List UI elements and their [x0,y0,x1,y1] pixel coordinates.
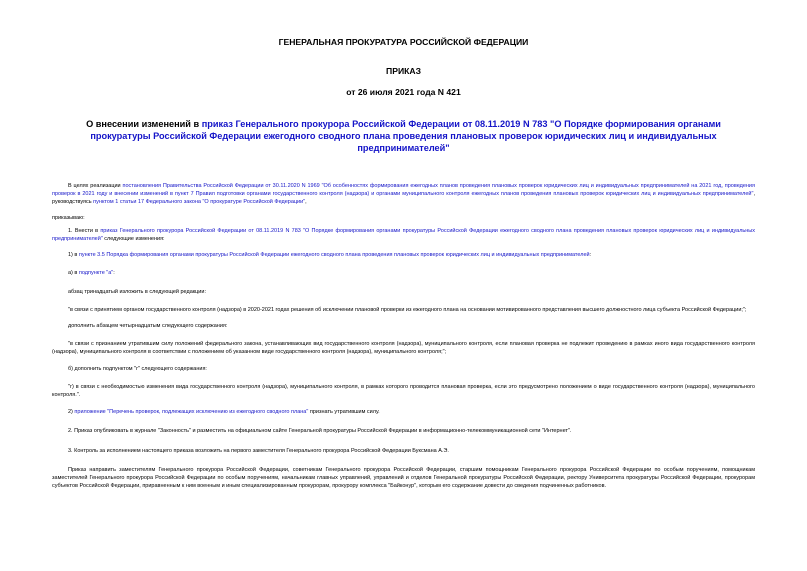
paragraph-quote-3: "г) в связи с необходимостью изменения вида государственного контроля (надзора), муниципального контроля, в рамках которого проводится плановая проверка, если это предусмотрено положением о виде государственного контроля (надзора), муниципального контроля.". [52,383,755,399]
item-1-text-2: следующие изменения: [102,236,165,243]
subitem-2-text: 2) [68,409,75,416]
paragraph-subitem-2 [52,408,755,416]
order-783-link[interactable]: приказ Генерального прокурора Российской Федерации от 08.11.2019 N 783 "О Порядке формирования органами прокуратуры Российской Федерации ежегодного сводного плана проведения плановых проверок юридических лиц и индивидуальных предпринимателей" [52,227,756,243]
document-type: ПРИКАЗ [386,66,421,76]
appendix-link[interactable]: приложение "Перечень проверок, подлежащих исключению из ежегодного сводного плана" [74,409,309,416]
preamble-text-2: , руководствуясь [52,191,755,206]
organization-header: ГЕНЕРАЛЬНАЯ ПРОКУРАТУРА РОССИЙСКОЙ ФЕДЕРАЦИИ [278,37,529,47]
document-date-number: от 26 июля 2021 года N 421 [346,87,461,97]
paragraph-subitem-a [52,269,755,277]
government-decree-link[interactable]: постановления Правительства Российской Федерации от 30.11.2020 N 1969 "Об особенностях формирования ежегодных планов проведения плановых проверок юридических лиц и индивидуальных предпринимателей на 2021 год, проведения проверок в 2021 году и внесении изменений в пункт 7 Правил подготовки органами государственного контроля (надзора) и органами муниципального контроля ежегодных планов проведения плановых проверок юридических лиц и индивидуальных предпринимателей" [52,183,755,198]
title-order-link[interactable]: приказ Генерального прокурора Российской Федерации от 08.11.2019 N 783 "О Порядке формирования органами прокуратуры Российской Федерации ежегодного сводного плана проведения плановых проверок юридических лиц и индивидуальных предпринимателей" [90,119,721,153]
preamble-text-3: , [305,199,307,206]
subpoint-a-link[interactable]: подпункте "а" [78,270,114,277]
subitem-1-text-2: : [589,252,592,259]
paragraph-quote-1: "в связи с принятием органом государственного контроля (надзора) в 2020-2021 годах решения об исключении плановой проверки из ежегодного плана на основании мотивированного представления высшего должностного лица субъекта Российской Федерации;"; [68,306,747,313]
paragraph-order-word: приказываю: [52,214,85,221]
paragraph-subitem-b: б) дополнить подпунктом "г" следующего содержания: [68,365,207,372]
preamble-text: В целях реализации [68,183,123,189]
item-1-text: 1. Внести в [68,227,101,234]
title-text: О внесении изменений в [86,119,202,129]
paragraph-quote-2: "в связи с признанием утратившим силу положений федерального закона, устанавливающих вид государственного контроля (надзора), муниципального контроля, если плановая проверка не подлежит проведению в рамках иного вида государственного контроля (надзора), муниципального контроля в соответствии с положением об указанном виде государственного контроля (надзора), муниципального контроля;"; [52,341,755,356]
paragraph-preamble [52,182,755,207]
paragraph-thirteenth: абзац тринадцатый изложить в следующей редакции: [68,288,206,295]
subitem-1-text: 1) в [68,252,79,259]
procedure-point-link[interactable]: пункте 3.5 Порядка формирования органами прокуратуры Российской Федерации ежегодного сводного плана проведения плановых проверок юридических лиц и индивидуальных предпринимателей [78,252,590,259]
paragraph-item-1 [52,227,755,243]
paragraph-fourteenth: дополнить абзацем четырнадцатым следующего содержания: [68,323,228,330]
paragraph-subitem-1 [52,251,755,259]
paragraph-item-2: 2. Приказ опубликовать в журнале "Законность" и разместить на официальном сайте Генеральной прокуратуры Российской Федерации в информационно-телекоммуникационной сети "Интернет". [68,428,572,435]
paragraph-item-3: 3. Контроль за исполнением настоящего приказа возложить на первого заместителя Генерального прокурора Российской Федерации Буксмана А.Э. [68,447,449,454]
document-title [62,118,745,154]
federal-law-link[interactable]: пунктом 1 статьи 17 Федерального закона "О прокуратуре Российской Федерации" [93,199,306,206]
subitem-2-text-2: признать утратившим силу. [308,409,380,416]
subitem-a-text-2: : [113,270,115,277]
subitem-a-text: а) в [68,270,79,277]
paragraph-distribution: Приказ направить заместителям Генерального прокурора Российской Федерации, советникам Генерального прокурора Российской Федерации, старшим помощникам Генерального прокурора Российской Федерации по особым поручениям, помощникам заместителей Генерального прокурора Российской Федерации по особым поручениям, начальникам главных управлений, управлений и отделов Генеральной прокуратуры Российской Федерации, ректору Университета прокуратуры Российской Федерации, прокурорам субъектов Российской Федерации, приравненным к ним военным и иным специализированным прокурорам, прокурору комплекса "Байконур", которым его содержание довести до сведения подчиненных работников. [52,466,755,490]
